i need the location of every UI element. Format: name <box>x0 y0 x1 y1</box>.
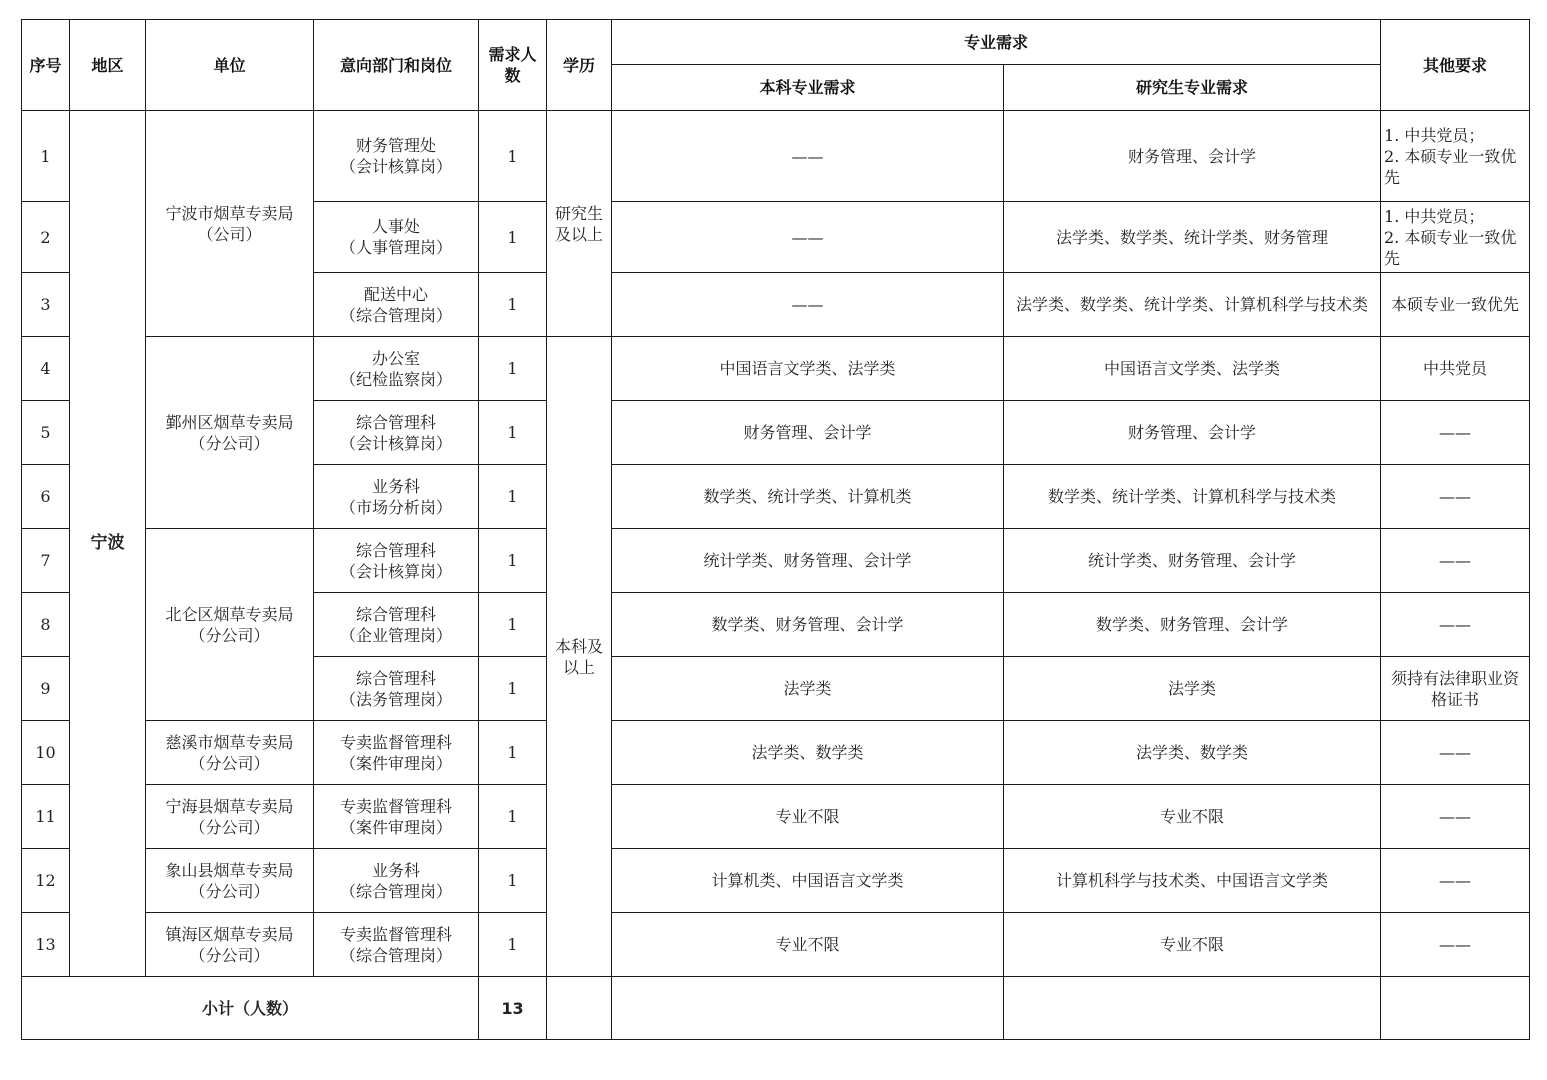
other-cell: —— <box>1381 721 1530 785</box>
other-cell: —— <box>1381 785 1530 849</box>
graduate-cell: 计算机科学与技术类、中国语言文学类 <box>1004 849 1381 913</box>
count-cell: 1 <box>479 202 547 273</box>
seq-cell: 5 <box>22 401 70 465</box>
bachelor-cell: 法学类、数学类 <box>612 721 1004 785</box>
dept-cell: 业务科 （市场分析岗） <box>314 465 479 529</box>
seq-cell: 10 <box>22 721 70 785</box>
dept-cell: 配送中心 （综合管理岗） <box>314 273 479 337</box>
subtotal-empty <box>1004 977 1381 1040</box>
seq-cell: 11 <box>22 785 70 849</box>
graduate-cell: 法学类、数学类、统计学类、计算机科学与技术类 <box>1004 273 1381 337</box>
count-cell: 1 <box>479 337 547 401</box>
unit-cell: 慈溪市烟草专卖局 （分公司） <box>146 721 314 785</box>
table-row <box>22 337 1530 401</box>
dept-cell: 综合管理科 （会计核算岗） <box>314 401 479 465</box>
bachelor-cell: 中国语言文学类、法学类 <box>612 337 1004 401</box>
dept-cell: 专卖监督管理科 （案件审理岗） <box>314 785 479 849</box>
bachelor-cell: —— <box>612 273 1004 337</box>
header-seq: 序号 <box>22 20 70 111</box>
dept-cell: 财务管理处 （会计核算岗） <box>314 111 479 202</box>
table-row <box>22 721 1530 785</box>
count-cell: 1 <box>479 849 547 913</box>
count-cell: 1 <box>479 721 547 785</box>
count-cell: 1 <box>479 465 547 529</box>
bachelor-cell: 专业不限 <box>612 913 1004 977</box>
graduate-cell: 数学类、财务管理、会计学 <box>1004 593 1381 657</box>
other-cell: —— <box>1381 465 1530 529</box>
subtotal-count: 13 <box>479 977 547 1040</box>
dept-cell: 专卖监督管理科 （综合管理岗） <box>314 913 479 977</box>
bachelor-cell: 计算机类、中国语言文学类 <box>612 849 1004 913</box>
other-cell: —— <box>1381 849 1530 913</box>
dept-cell: 业务科 （综合管理岗） <box>314 849 479 913</box>
subtotal-empty <box>1381 977 1530 1040</box>
other-cell: —— <box>1381 593 1530 657</box>
unit-cell: 宁海县烟草专卖局 （分公司） <box>146 785 314 849</box>
unit-cell: 象山县烟草专卖局 （分公司） <box>146 849 314 913</box>
seq-cell: 12 <box>22 849 70 913</box>
bachelor-cell: —— <box>612 202 1004 273</box>
seq-cell: 6 <box>22 465 70 529</box>
unit-cell: 宁波市烟草专卖局 （公司） <box>146 111 314 337</box>
graduate-cell: 数学类、统计学类、计算机科学与技术类 <box>1004 465 1381 529</box>
subtotal-empty <box>612 977 1004 1040</box>
graduate-cell: 财务管理、会计学 <box>1004 401 1381 465</box>
graduate-cell: 统计学类、财务管理、会计学 <box>1004 529 1381 593</box>
other-cell: —— <box>1381 401 1530 465</box>
dept-cell: 人事处 （人事管理岗） <box>314 202 479 273</box>
recruitment-table <box>21 19 1530 1040</box>
count-cell: 1 <box>479 401 547 465</box>
seq-cell: 13 <box>22 913 70 977</box>
dept-cell: 专卖监督管理科 （案件审理岗） <box>314 721 479 785</box>
header-major: 专业需求 <box>612 20 1381 65</box>
subtotal-empty <box>547 977 612 1040</box>
dept-cell: 办公室 （纪检监察岗） <box>314 337 479 401</box>
header-count: 需求人数 <box>479 20 547 111</box>
edu-cell: 研究生 及以上 <box>547 111 612 337</box>
other-cell: 中共党员 <box>1381 337 1530 401</box>
header-other: 其他要求 <box>1381 20 1530 111</box>
edu-cell: 本科及 以上 <box>547 337 612 977</box>
subtotal-label: 小计（人数） <box>22 977 479 1040</box>
table-row <box>22 849 1530 913</box>
bachelor-cell: 数学类、统计学类、计算机类 <box>612 465 1004 529</box>
dept-cell: 综合管理科 （企业管理岗） <box>314 593 479 657</box>
table-row <box>22 529 1530 593</box>
table-row <box>22 913 1530 977</box>
table-row <box>22 111 1530 202</box>
other-cell: 1. 中共党员； 2. 本硕专业一致优先 <box>1381 202 1530 273</box>
count-cell: 1 <box>479 529 547 593</box>
graduate-cell: 中国语言文学类、法学类 <box>1004 337 1381 401</box>
seq-cell: 9 <box>22 657 70 721</box>
header-region: 地区 <box>70 20 146 111</box>
other-cell: —— <box>1381 529 1530 593</box>
other-cell: —— <box>1381 913 1530 977</box>
count-cell: 1 <box>479 785 547 849</box>
other-cell: 本硕专业一致优先 <box>1381 273 1530 337</box>
seq-cell: 1 <box>22 111 70 202</box>
graduate-cell: 法学类、数学类、统计学类、财务管理 <box>1004 202 1381 273</box>
recruitment-table-page <box>21 19 1529 1040</box>
bachelor-cell: —— <box>612 111 1004 202</box>
count-cell: 1 <box>479 593 547 657</box>
graduate-cell: 专业不限 <box>1004 913 1381 977</box>
header-graduate: 研究生专业需求 <box>1004 65 1381 111</box>
count-cell: 1 <box>479 913 547 977</box>
bachelor-cell: 统计学类、财务管理、会计学 <box>612 529 1004 593</box>
unit-cell: 镇海区烟草专卖局 （分公司） <box>146 913 314 977</box>
count-cell: 1 <box>479 111 547 202</box>
seq-cell: 4 <box>22 337 70 401</box>
seq-cell: 7 <box>22 529 70 593</box>
header-row-1 <box>22 20 1530 65</box>
seq-cell: 2 <box>22 202 70 273</box>
dept-cell: 综合管理科 （会计核算岗） <box>314 529 479 593</box>
graduate-cell: 专业不限 <box>1004 785 1381 849</box>
subtotal-row <box>22 977 1530 1040</box>
seq-cell: 3 <box>22 273 70 337</box>
other-cell: 须持有法律职业资格证书 <box>1381 657 1530 721</box>
header-unit: 单位 <box>146 20 314 111</box>
unit-cell: 北仑区烟草专卖局 （分公司） <box>146 529 314 721</box>
header-bachelor: 本科专业需求 <box>612 65 1004 111</box>
dept-cell: 综合管理科 （法务管理岗） <box>314 657 479 721</box>
graduate-cell: 法学类 <box>1004 657 1381 721</box>
unit-cell: 鄞州区烟草专卖局 （分公司） <box>146 337 314 529</box>
other-cell: 1. 中共党员； 2. 本硕专业一致优先 <box>1381 111 1530 202</box>
header-dept: 意向部门和岗位 <box>314 20 479 111</box>
bachelor-cell: 数学类、财务管理、会计学 <box>612 593 1004 657</box>
table-row <box>22 785 1530 849</box>
header-edu: 学历 <box>547 20 612 111</box>
graduate-cell: 财务管理、会计学 <box>1004 111 1381 202</box>
count-cell: 1 <box>479 273 547 337</box>
seq-cell: 8 <box>22 593 70 657</box>
bachelor-cell: 专业不限 <box>612 785 1004 849</box>
graduate-cell: 法学类、数学类 <box>1004 721 1381 785</box>
bachelor-cell: 法学类 <box>612 657 1004 721</box>
count-cell: 1 <box>479 657 547 721</box>
region-cell: 宁波 <box>70 111 146 977</box>
bachelor-cell: 财务管理、会计学 <box>612 401 1004 465</box>
